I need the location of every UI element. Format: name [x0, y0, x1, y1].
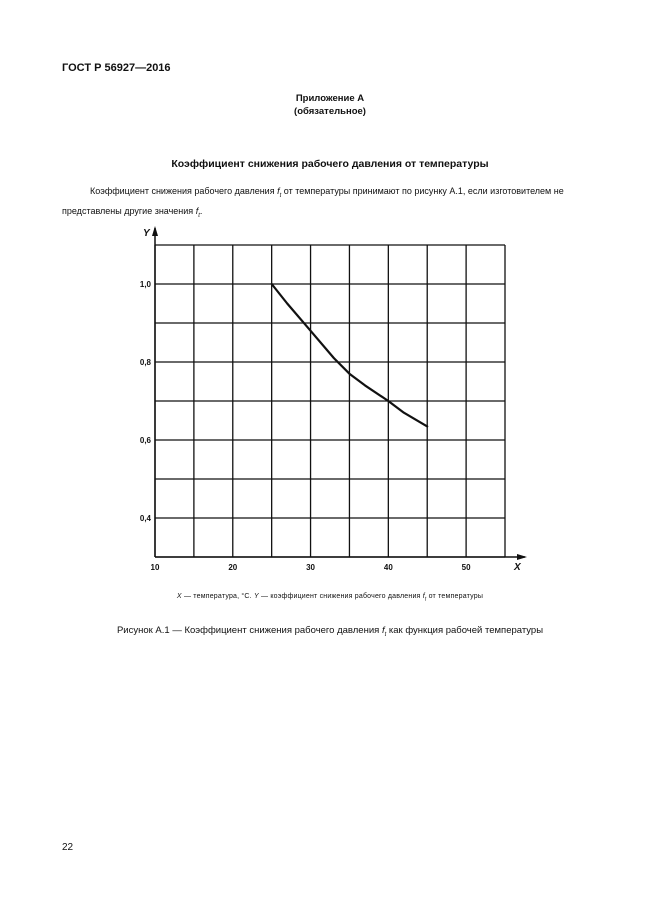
section-heading: Коэффициент снижения рабочего давления от температуры — [171, 158, 489, 170]
legend-ft-symbol: $f_t$ — [422, 593, 427, 603]
x-tick-label: 20 — [228, 563, 238, 572]
figure-caption — [0, 625, 646, 638]
y-axis-label: Y — [143, 228, 150, 239]
x-tick-label: 50 — [461, 563, 471, 572]
paragraph-text-2: от температуры принимают по рисунку А.1, если изготовителем не представлены другие значения — [62, 186, 564, 216]
x-axis-arrow — [517, 554, 527, 560]
figure-legend — [0, 593, 646, 602]
caption-ft-symbol: $f_t$ — [381, 625, 387, 638]
y-tick-label: 1,0 — [139, 280, 151, 289]
x-tick-label: 30 — [306, 563, 316, 572]
appendix-subtitle: (обязательное) — [294, 106, 366, 117]
caption-text-1: Рисунок А.1 — Коэффициент снижения рабочего давления — [116, 625, 382, 636]
legend-x-desc: — температура, °С. — [181, 593, 254, 600]
legend-y-symbol: Y — [253, 593, 259, 600]
x-tick-label: 10 — [150, 563, 160, 572]
symbol-ft-2: $f_t$ — [195, 205, 200, 219]
y-tick-label: 0,4 — [139, 514, 151, 523]
caption-text-2: как функция рабочей температуры — [386, 625, 544, 636]
legend-y-desc: — коэффициент снижения рабочего давления — [258, 593, 423, 600]
x-axis-label: X — [514, 562, 521, 573]
legend-tail: от температуры — [426, 593, 484, 600]
appendix-title: Приложение А — [295, 93, 365, 104]
y-axis-arrow — [152, 226, 158, 236]
y-tick-label: 0,8 — [139, 358, 151, 367]
symbol-ft: $f_t$ — [277, 186, 282, 199]
document-code: ГОСТ Р 56927—2016 — [62, 62, 171, 74]
y-tick-label: 0,6 — [139, 436, 151, 445]
x-tick-label: 40 — [383, 563, 393, 572]
legend-x-symbol: X — [176, 593, 182, 600]
paragraph-text-3: . — [199, 205, 203, 216]
page-number: 22 — [62, 842, 74, 853]
paragraph-text-1: Коэффициент снижения рабочего давления — [90, 186, 278, 196]
